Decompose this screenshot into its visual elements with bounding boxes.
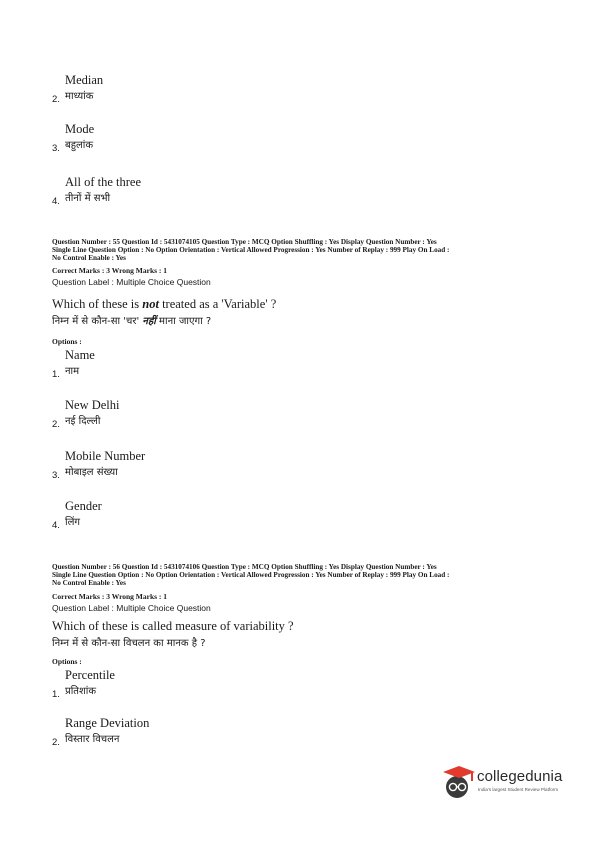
- meta-line: No Control Enable : Yes: [52, 254, 126, 263]
- question-55-meta: [52, 238, 552, 263]
- question-56-options-heading: Options :: [52, 657, 82, 666]
- meta-line: Single Line Question Option : No Option Orientation : Vertical Allowed Progression : Yes Number of Replay : 999 Play On Load :: [52, 246, 450, 255]
- option-text-hi: मोबाइल संख्या: [65, 467, 118, 478]
- meta-line: Question Number : 55 Question Id : 5431074105 Question Type : MCQ Option Shuffling : Yes Display Question Number : Yes: [52, 238, 437, 246]
- question-56-text-hi: निम्न में से कौन-सा विचलन का मानक है ?: [52, 638, 206, 649]
- option-text-hi: प्रतिशांक: [65, 686, 97, 697]
- question-56-marks: Correct Marks : 3 Wrong Marks : 1: [52, 592, 168, 601]
- graduate-logo-icon: [441, 763, 477, 803]
- question-55-text-en: Which of these is not treated as a 'Variable' ?: [52, 297, 277, 311]
- option-text-en: Percentile: [65, 668, 115, 682]
- option-text-hi: बहुलांक: [65, 140, 94, 151]
- option-text-en: All of the three: [65, 175, 142, 189]
- option-number: 1.: [52, 689, 60, 700]
- option-text-en: Mode: [65, 122, 95, 136]
- meta-line: No Control Enable : Yes: [52, 579, 126, 588]
- option-text-en: Name: [65, 348, 95, 362]
- question-56-text-en: Which of these is called measure of variability ?: [52, 619, 294, 633]
- option-text-en: Gender: [65, 499, 102, 513]
- logo-tagline: India's largest Student Review Platform: [478, 787, 559, 792]
- option-number: 2.: [52, 419, 60, 430]
- option-text-en: Mobile Number: [65, 449, 146, 463]
- option-number: 4.: [52, 520, 60, 531]
- logo-wordmark: collegedunia: [477, 768, 563, 785]
- option-text-hi: लिंग: [65, 517, 80, 528]
- option-number: 3.: [52, 143, 60, 154]
- option-text-en: New Delhi: [65, 398, 120, 412]
- option-number: 4.: [52, 196, 60, 207]
- option-text-hi: तीनों में सभी: [65, 193, 111, 204]
- question-56-meta: [52, 563, 552, 588]
- option-text-en: Median: [65, 73, 104, 87]
- option-text-hi: विस्तार विचलन: [65, 734, 120, 745]
- option-number: 1.: [52, 369, 60, 380]
- question-55-label: Question Label : Multiple Choice Question: [52, 277, 211, 287]
- option-number: 2.: [52, 94, 60, 105]
- option-text-hi: नई दिल्ली: [65, 416, 101, 427]
- meta-line: Question Number : 56 Question Id : 5431074106 Question Type : MCQ Option Shuffling : Yes Display Question Number : Yes: [52, 563, 437, 571]
- question-55-options-heading: Options :: [52, 337, 82, 346]
- collegedunia-logo: [441, 763, 581, 803]
- option-text-hi: नाम: [65, 366, 80, 377]
- option-text-en: Range Deviation: [65, 716, 150, 730]
- question-55-marks: Correct Marks : 3 Wrong Marks : 1: [52, 266, 168, 275]
- question-55-text-hi: निम्न में से कौन-सा 'चर' नहीं माना जाएगा ?: [52, 316, 212, 327]
- option-text-hi: माध्यांक: [65, 91, 94, 102]
- question-56-label: Question Label : Multiple Choice Question: [52, 603, 211, 613]
- option-number: 3.: [52, 470, 60, 481]
- option-number: 2.: [52, 737, 60, 748]
- meta-line: Single Line Question Option : No Option Orientation : Vertical Allowed Progression : Yes Number of Replay : 999 Play On Load :: [52, 571, 450, 580]
